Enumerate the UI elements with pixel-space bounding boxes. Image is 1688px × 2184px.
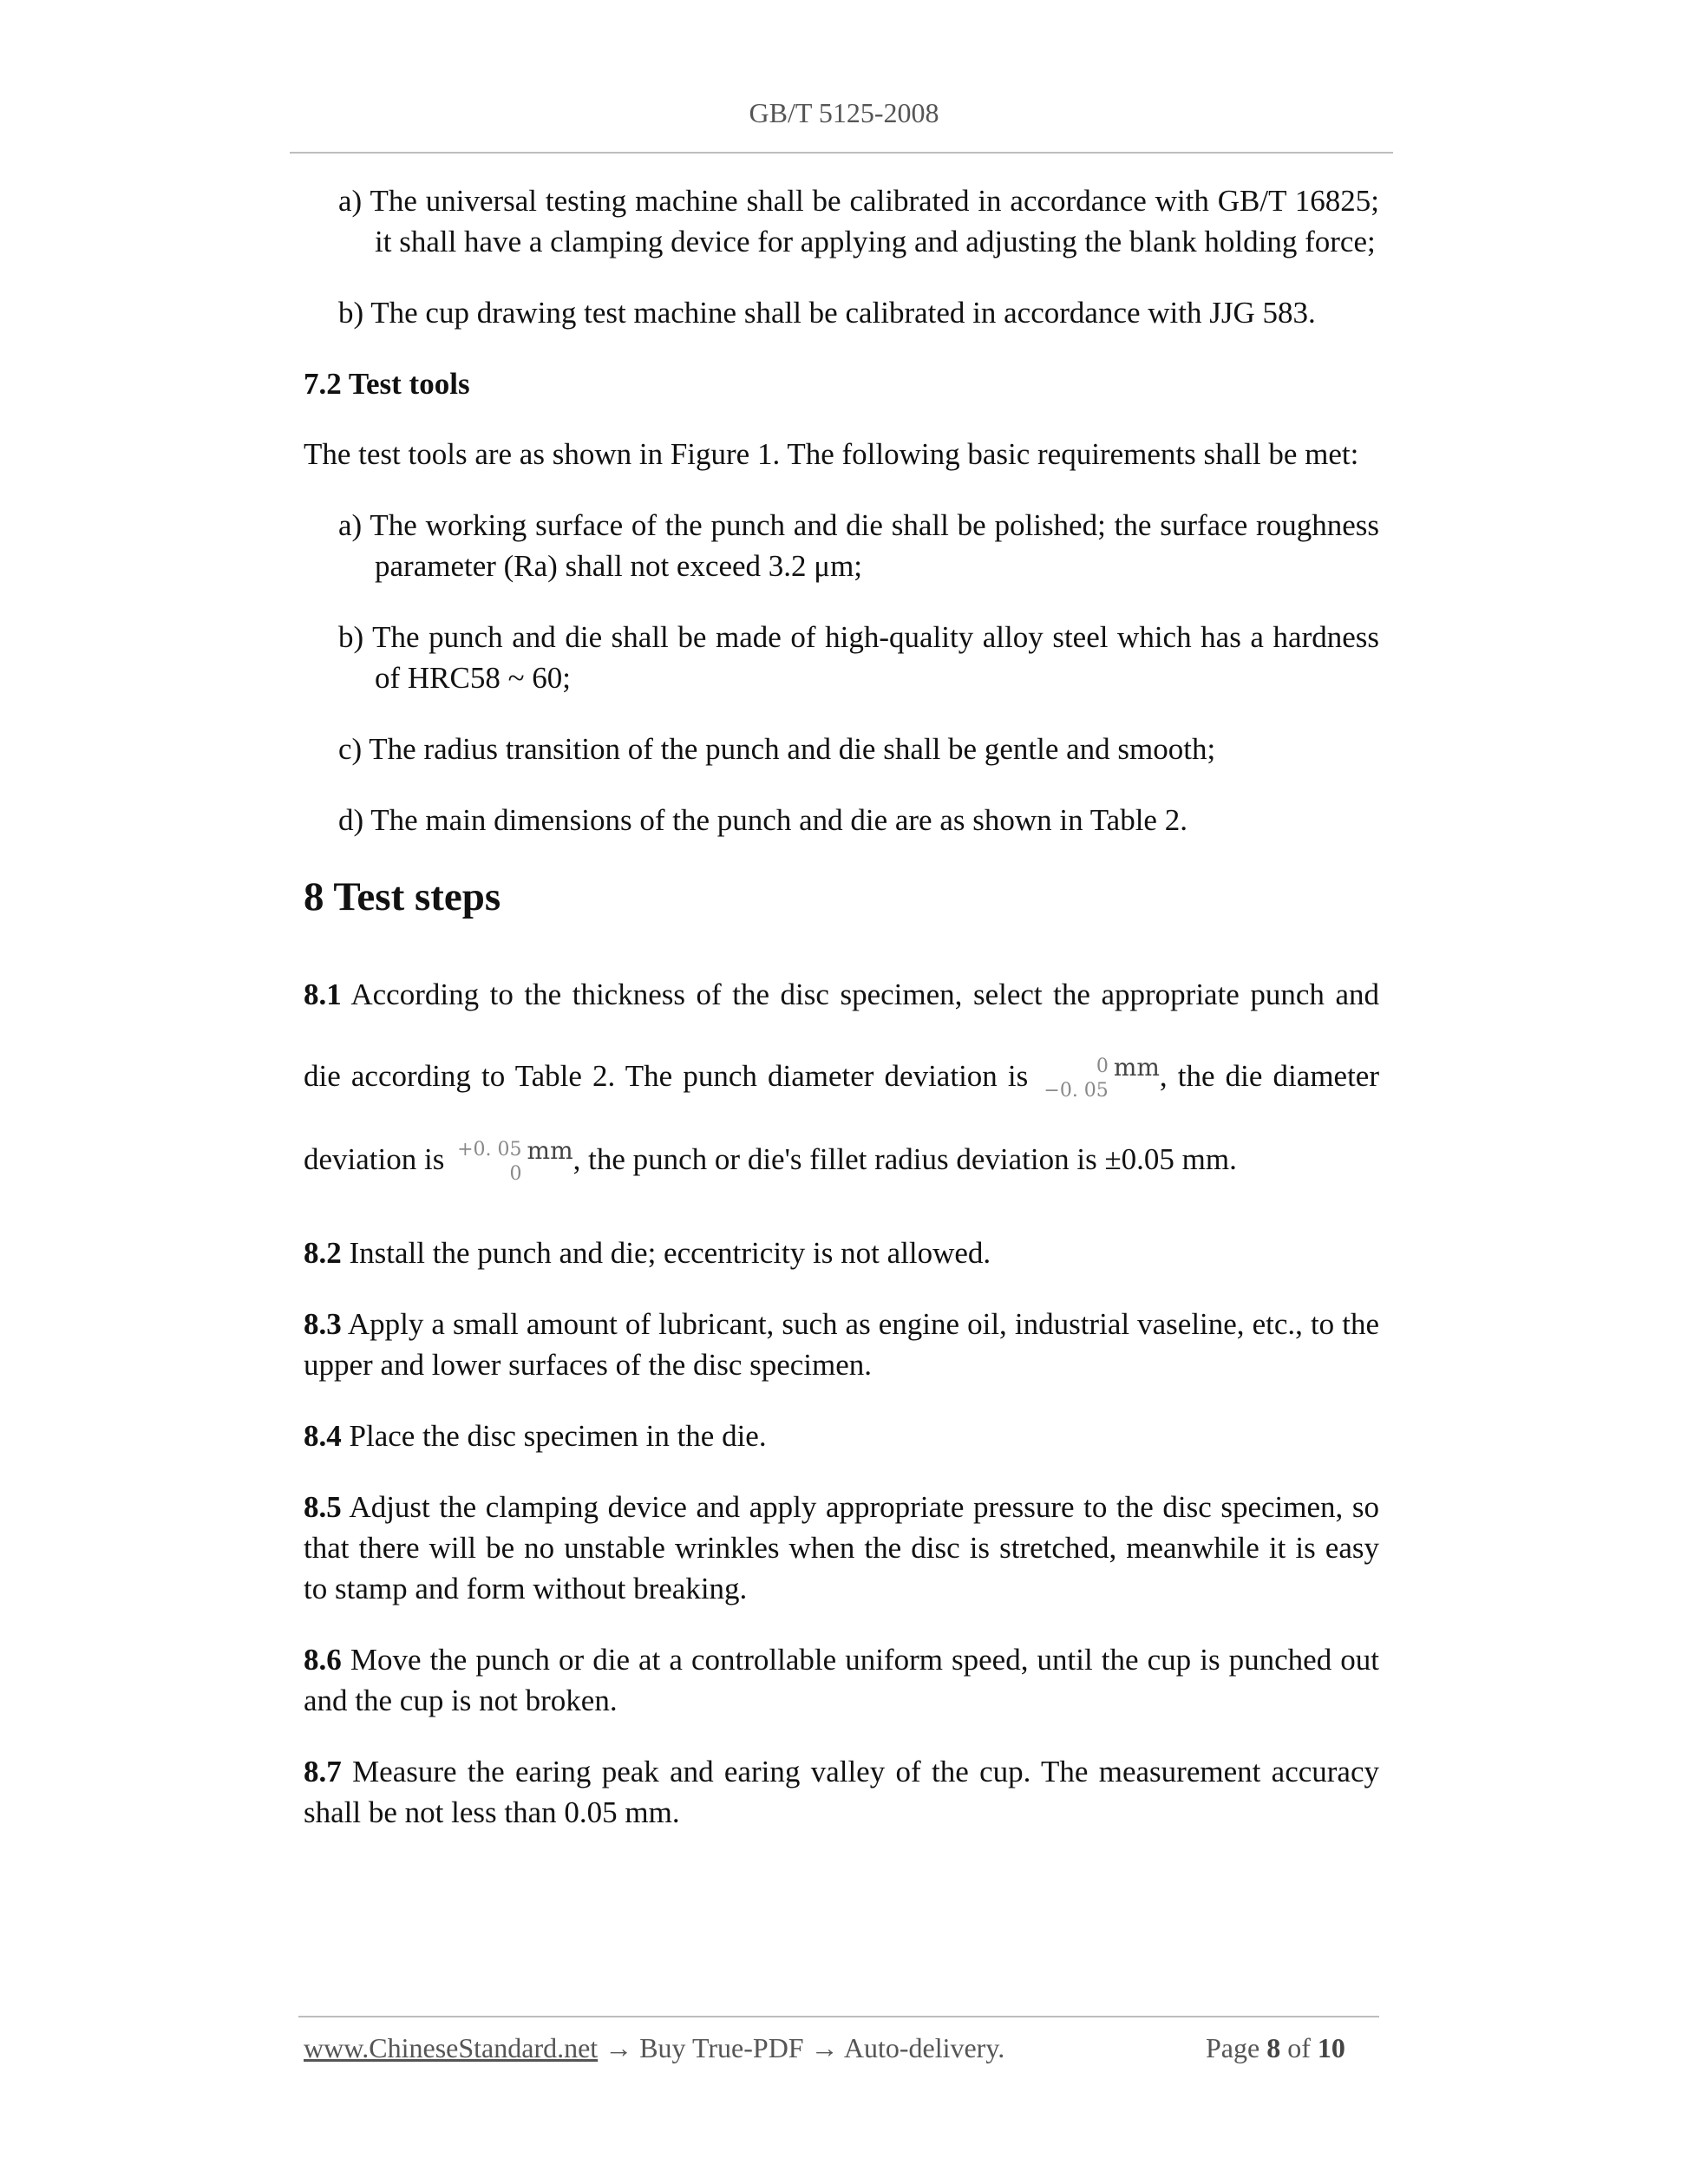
step-text: Adjust the clamping device and apply appropriate pressure to the disc specimen, so that there will be no unstable wrinkles when the disc is stretched, meanwhile it is easy to stamp and form without breaking. — [304, 1490, 1379, 1605]
punch-tolerance — [1044, 1055, 1108, 1103]
step-8-1 — [304, 954, 1379, 1202]
step-text: Measure the earing peak and earing valley of the cup. The measurement accuracy shall be not less than 0.05 mm. — [304, 1755, 1379, 1829]
section-heading-7-2: 7.2 Test tools — [304, 367, 470, 401]
page-indicator — [1206, 2032, 1345, 2064]
page-total: 10 — [1317, 2032, 1345, 2063]
step-8-3 — [304, 1304, 1379, 1385]
step-8-4 — [304, 1416, 1379, 1456]
footer-divider — [298, 2016, 1379, 2017]
arrow-right-icon: → — [605, 2032, 633, 2063]
list-item: d) The main dimensions of the punch and die are as shown in Table 2. — [338, 803, 1187, 837]
step-text: According to the thickness of the disc specimen, select the appropriate punch and die according to Table 2. The punch diameter deviation is — [304, 978, 1379, 1093]
tolerance-lower: 0 — [509, 1162, 522, 1185]
arrow-right-icon: → — [810, 2032, 839, 2063]
list-item: c) The radius transition of the punch and die shall be gentle and smooth; — [338, 732, 1216, 766]
of-label: of — [1287, 2032, 1311, 2063]
step-text: Move the punch or die at a controllable uniform speed, until the cup is punched out and the cup is not broken. — [304, 1643, 1379, 1717]
tolerance-upper: 0 — [1096, 1055, 1109, 1077]
step-8-6 — [304, 1639, 1379, 1721]
step-text: Apply a small amount of lubricant, such as engine oil, industrial vaseline, etc., to the upper and lower surfaces of the disc specimen. — [304, 1307, 1379, 1382]
step-number: 8.4 — [304, 1419, 342, 1453]
buy-pdf-text: Buy True-PDF — [639, 2032, 804, 2063]
document-header: GB/T 5125-2008 — [749, 97, 939, 128]
website-link[interactable]: www.ChineseStandard.net — [304, 2032, 599, 2063]
list-item: b) The punch and die shall be made of high-quality alloy steel which has a hardness of HRC58 ~ 60; — [338, 620, 1379, 695]
step-number: 8.5 — [304, 1490, 342, 1524]
die-tolerance — [457, 1138, 521, 1187]
step-number: 8.7 — [304, 1755, 342, 1788]
page-label: Page — [1206, 2032, 1260, 2063]
tolerance-unit: mm — [1113, 1053, 1160, 1082]
step-text: Place the disc specimen in the die. — [349, 1419, 767, 1453]
tolerance-unit: mm — [527, 1136, 573, 1165]
list-item: a) The working surface of the punch and die shall be polished; the surface roughness parameter (Ra) shall not exceed 3.2 μm; — [338, 508, 1379, 583]
tolerance-lower: −0. 05 — [1044, 1079, 1109, 1102]
header-divider — [290, 152, 1393, 154]
step-text: , the die diameter deviation is — [304, 1059, 1379, 1176]
step-8-7 — [304, 1751, 1379, 1833]
footer-links — [304, 2032, 1004, 2064]
list-item: b) The cup drawing test machine shall be calibrated in accordance with JJG 583. — [338, 296, 1316, 330]
step-number: 8.3 — [304, 1307, 342, 1341]
step-8-2 — [304, 1233, 1379, 1273]
list-item: a) The universal testing machine shall be calibrated in accordance with GB/T 16825; it shall have a clamping device for applying and adjusting the blank holding force; — [338, 184, 1379, 258]
page-number: 8 — [1266, 2032, 1281, 2063]
step-8-5 — [304, 1487, 1379, 1609]
step-text: Install the punch and die; eccentricity is not allowed. — [349, 1236, 991, 1270]
section-intro: The test tools are as shown in Figure 1. The following basic requirements shall be met: — [304, 437, 1359, 471]
auto-delivery-text: Auto-delivery. — [843, 2032, 1005, 2063]
step-text: , the punch or die's fillet radius deviation is ±0.05 mm. — [572, 1142, 1237, 1176]
section-heading-8: 8 Test steps — [304, 874, 501, 919]
step-number: 8.2 — [304, 1236, 342, 1270]
step-number: 8.6 — [304, 1643, 342, 1677]
step-number: 8.1 — [304, 978, 342, 1011]
page-content — [304, 180, 1379, 1863]
tolerance-upper: +0. 05 — [457, 1138, 522, 1161]
